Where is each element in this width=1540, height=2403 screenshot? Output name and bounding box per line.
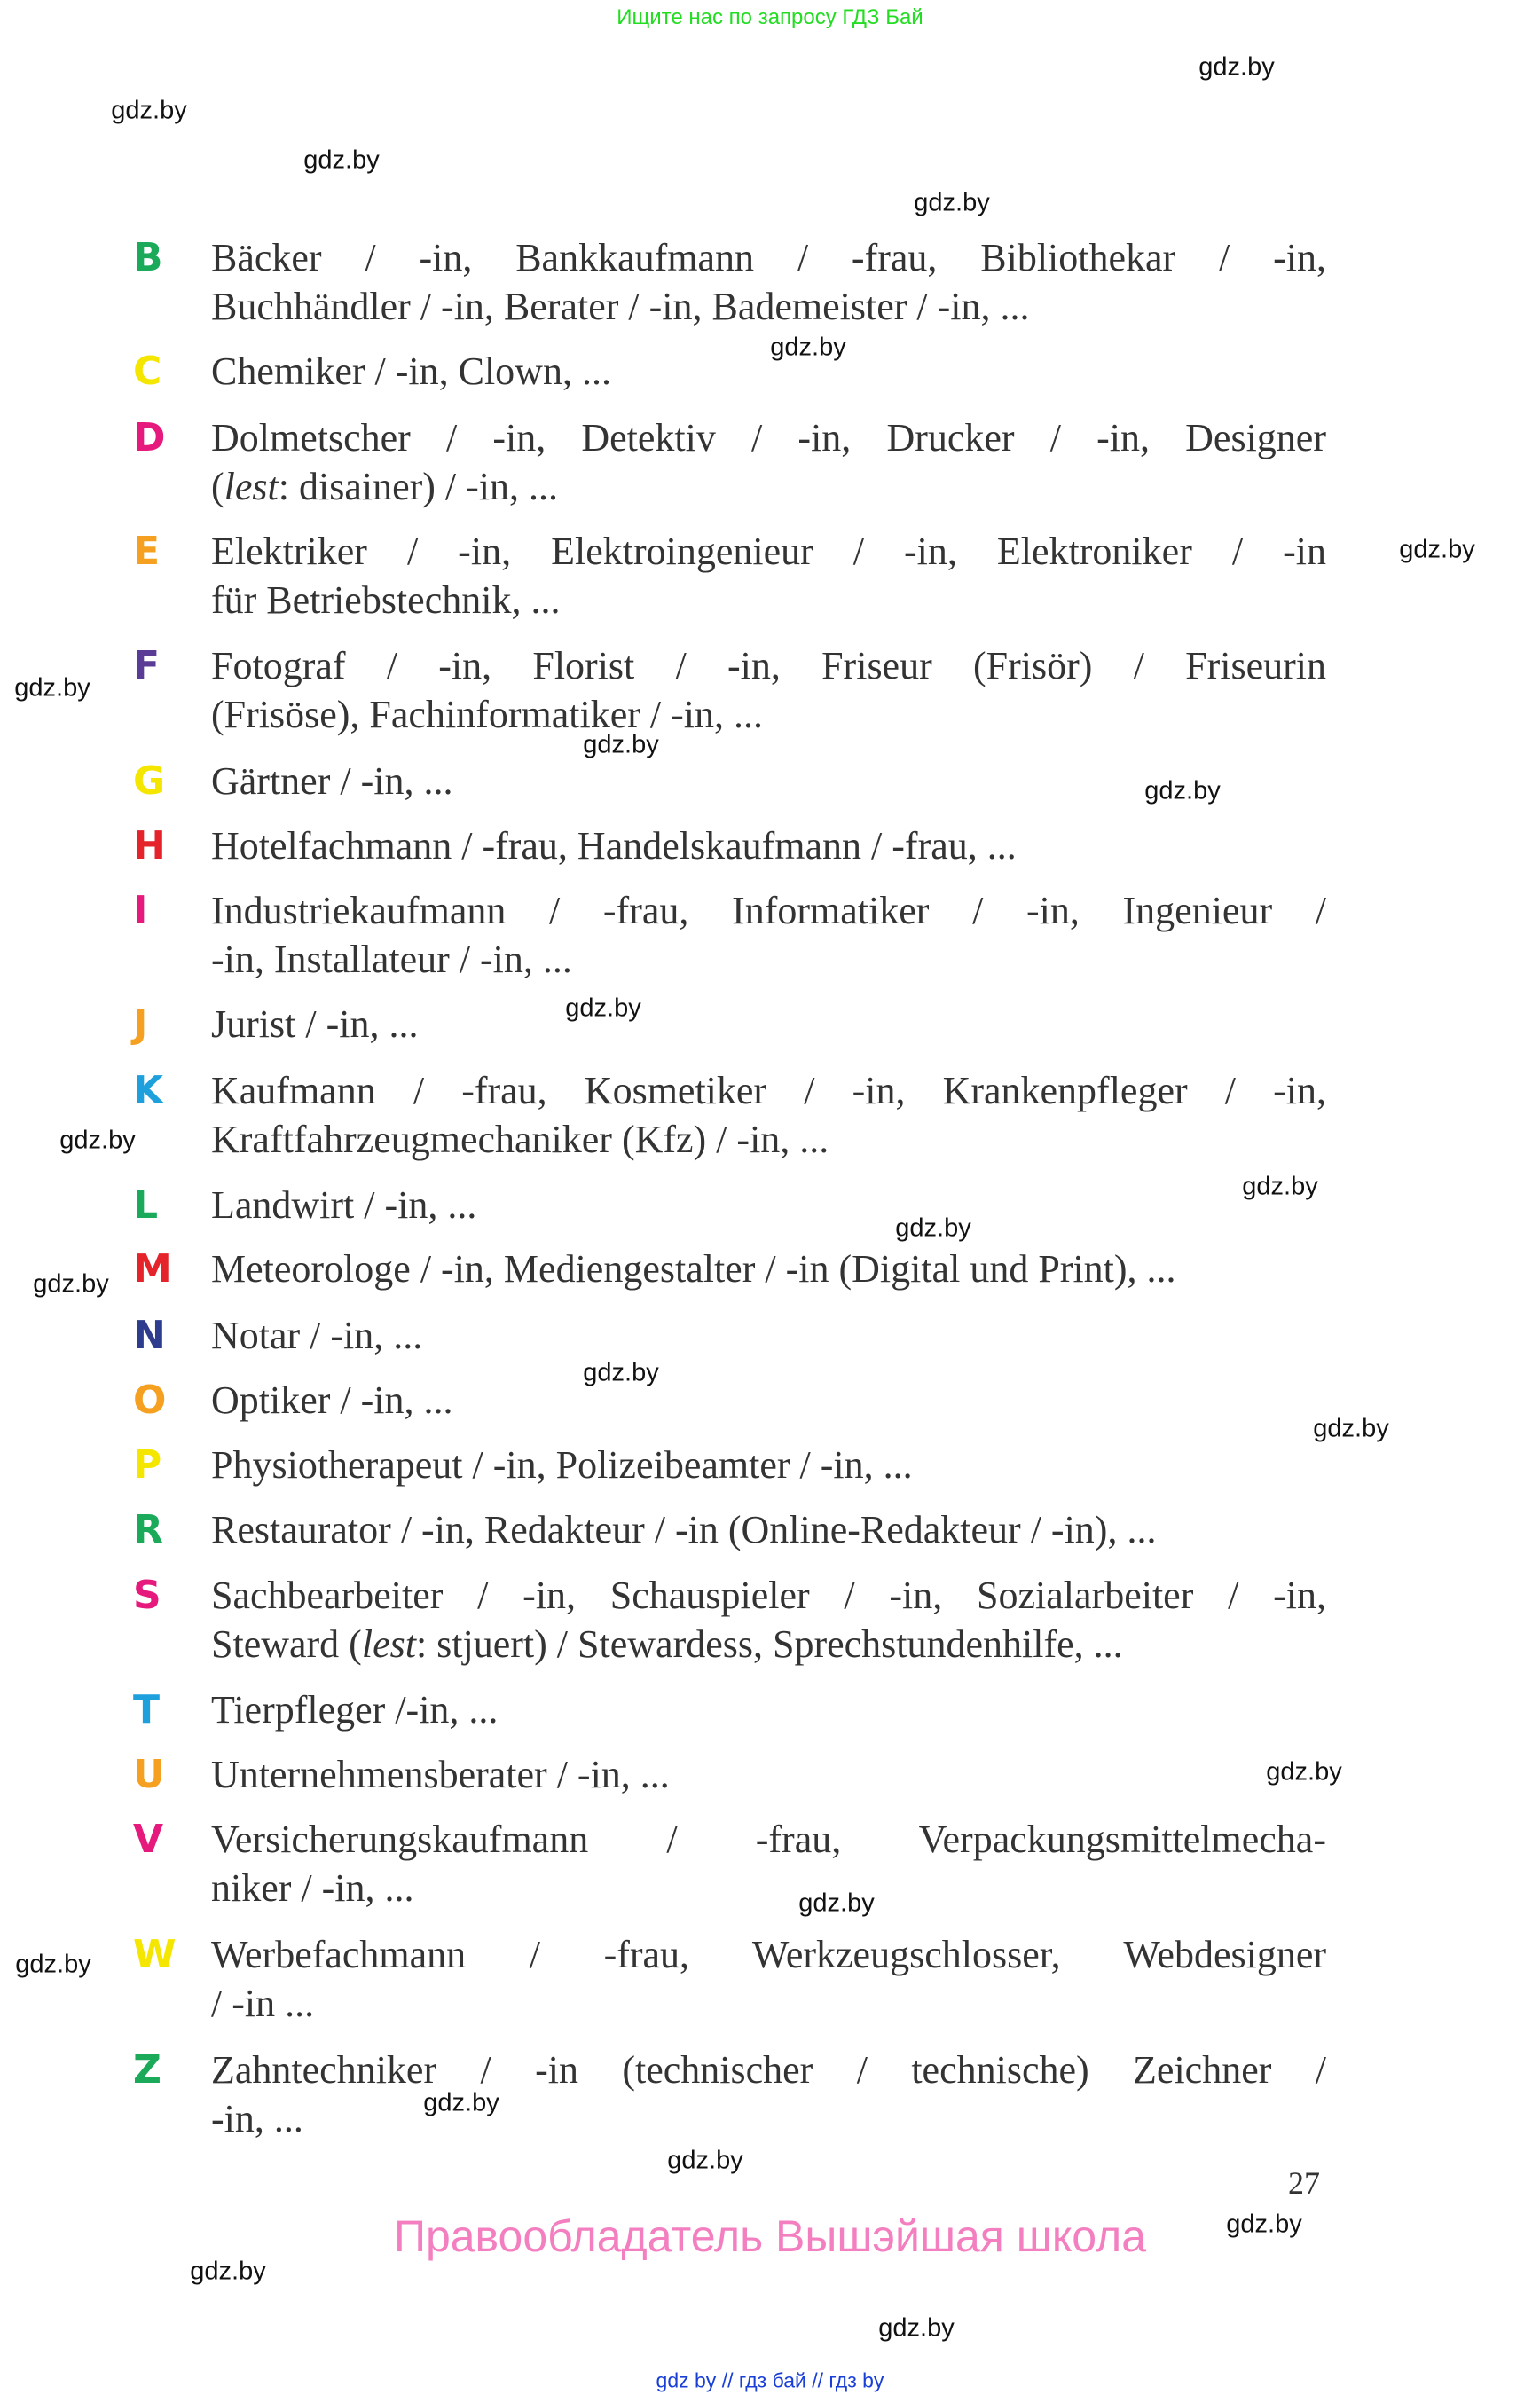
watermark: gdz.by [190, 2257, 266, 2286]
italic-note: lest [224, 465, 279, 508]
watermark: gdz.by [1399, 535, 1475, 564]
watermark: gdz.by [423, 2088, 499, 2117]
entry-line [211, 1311, 1326, 1360]
text-segment: Bäcker / -in, Bankkaufmann / -frau, Bibliothekar / -in, [211, 236, 1326, 279]
entry-line [211, 1441, 1326, 1489]
initial-letter: U [133, 1752, 165, 1797]
text-segment: Notar / -in, ... [211, 1314, 423, 1357]
entry-line [211, 821, 1326, 870]
initial-letter: B [133, 235, 163, 280]
text-segment: für Betriebstechnik, ... [211, 578, 561, 622]
text-segment: (Frisöse), Fachinformatiker / -in, ... [211, 693, 763, 736]
text-segment: Werbefachmann / -frau, Werkzeugschlosser, Webdesigner [211, 1933, 1326, 1976]
initial-letter: W [133, 1932, 177, 1977]
entry-line [211, 282, 1326, 331]
entry-line [211, 1066, 1326, 1115]
text-segment: Jurist / -in, ... [211, 1002, 419, 1046]
watermark: gdz.by [565, 993, 641, 1023]
initial-letter: R [133, 1507, 163, 1552]
entry-line [211, 1115, 1326, 1164]
text-segment: / -in ... [211, 1982, 315, 2025]
watermark: gdz.by [895, 1213, 971, 1243]
entry-line [211, 527, 1326, 576]
watermark: gdz.by [770, 333, 846, 362]
entry-line [211, 1620, 1326, 1669]
watermark: gdz.by [798, 1889, 875, 1918]
text-segment: Landwirt / -in, ... [211, 1183, 477, 1227]
watermark: gdz.by [914, 188, 990, 217]
entry-line [211, 886, 1326, 935]
watermark: gdz.by [15, 1950, 91, 1979]
entry-line [211, 935, 1326, 984]
text-segment: Restaurator / -in, Redakteur / -in (Online-Redakteur / -in), ... [211, 1508, 1157, 1551]
initial-letter: P [133, 1442, 162, 1488]
entry-line [211, 1000, 1326, 1048]
text-segment: -in, ... [211, 2097, 303, 2140]
watermark: gdz.by [59, 1126, 136, 1155]
watermark: gdz.by [667, 2146, 743, 2175]
text-segment: Kraftfahrzeugmechaniker (Kfz) / -in, ... [211, 1118, 829, 1161]
entry-line [211, 1864, 1326, 1912]
text-segment: Sachbearbeiter / -in, Schauspieler / -in, Sozialarbeiter / -in, [211, 1574, 1326, 1617]
watermark: gdz.by [303, 145, 380, 175]
text-segment: Zahntechniker / -in (technischer / technische) Zeichner / [211, 2048, 1326, 2092]
watermark: gdz.by [1198, 52, 1275, 82]
initial-letter: M [133, 1246, 172, 1292]
page-number: 27 [1288, 2165, 1320, 2201]
text-segment: : disainer) / -in, ... [278, 465, 559, 508]
entry-line [211, 1685, 1326, 1734]
entry-line [211, 462, 1326, 511]
text-segment: : stjuert) / Stewardess, Sprechstundenhilfe, ... [415, 1622, 1123, 1666]
initial-letter: V [133, 1817, 164, 1862]
watermark: gdz.by [1242, 1172, 1318, 1201]
entry-line [211, 1979, 1326, 2028]
initial-letter: J [133, 1001, 148, 1047]
watermark: gdz.by [1226, 2210, 1302, 2239]
watermark: gdz.by [33, 1269, 109, 1299]
text-segment: Versicherungskaufmann / -frau, Verpackungsmittelmecha- [211, 1818, 1326, 1861]
entry-line [211, 641, 1326, 690]
text-segment: Fotograf / -in, Florist / -in, Friseur (Frisör) / Friseurin [211, 644, 1326, 687]
watermark: gdz.by [14, 673, 90, 703]
text-segment: Optiker / -in, ... [211, 1378, 453, 1422]
text-segment: Hotelfachmann / -frau, Handelskaufmann / -frau, ... [211, 824, 1017, 868]
initial-letter: N [133, 1313, 166, 1358]
initial-letter: G [133, 758, 166, 804]
entry-line [211, 347, 1326, 396]
copyright-note: Правообладатель Вышэйшая школа [394, 2211, 1146, 2261]
watermark: gdz.by [1266, 1757, 1342, 1787]
text-segment: niker / -in, ... [211, 1866, 414, 1910]
entry-line [211, 2094, 1326, 2143]
entry-line [211, 1376, 1326, 1425]
footer-links[interactable]: gdz by // гдз бай // гдз by [656, 2368, 884, 2392]
watermark: gdz.by [583, 1358, 659, 1387]
entry-line [211, 690, 1326, 739]
initial-letter: S [133, 1573, 161, 1618]
text-segment: Steward ( [211, 1622, 362, 1666]
entry-line [211, 413, 1326, 462]
text-segment: ( [211, 465, 224, 508]
text-segment: Dolmetscher / -in, Detektiv / -in, Drucker / -in, Designer [211, 416, 1326, 459]
text-segment: Tierpfleger /-in, ... [211, 1688, 499, 1732]
initial-letter: D [133, 415, 166, 460]
initial-letter: O [133, 1378, 167, 1423]
header-note: Ищите нас по запросу ГДЗ Бай [617, 5, 923, 29]
text-segment: Gärtner / -in, ... [211, 759, 453, 803]
text-segment: -in, Installateur / -in, ... [211, 938, 572, 981]
initial-letter: K [133, 1068, 164, 1113]
initial-letter: F [133, 643, 161, 688]
entry-line [211, 1245, 1326, 1293]
initial-letter: H [133, 823, 166, 868]
text-segment: Unternehmensberater / -in, ... [211, 1753, 670, 1796]
initial-letter: T [133, 1687, 161, 1732]
entry-line [211, 233, 1326, 282]
text-segment: Kaufmann / -frau, Kosmetiker / -in, Krankenpfleger / -in, [211, 1069, 1326, 1112]
watermark: gdz.by [111, 96, 187, 125]
entry-line [211, 1930, 1326, 1979]
text-segment: Physiotherapeut / -in, Polizeibeamter / -in, ... [211, 1443, 913, 1487]
entry-line [211, 1571, 1326, 1620]
initial-letter: I [133, 888, 148, 933]
watermark: gdz.by [1313, 1414, 1389, 1443]
watermark: gdz.by [583, 730, 659, 759]
entry-line [211, 1750, 1326, 1799]
watermark: gdz.by [1144, 776, 1221, 805]
entry-line [211, 576, 1326, 624]
text-segment: Chemiker / -in, Clown, ... [211, 349, 611, 393]
italic-note: lest [361, 1622, 416, 1666]
initial-letter: C [133, 349, 162, 394]
entry-line [211, 1505, 1326, 1554]
initial-letter: L [133, 1182, 159, 1228]
watermark: gdz.by [878, 2313, 955, 2343]
entry-line [211, 1815, 1326, 1864]
text-segment: Elektriker / -in, Elektroingenieur / -in, Elektroniker / -in [211, 530, 1326, 573]
text-segment: Industriekaufmann / -frau, Informatiker / -in, Ingenieur / [211, 889, 1326, 932]
initial-letter: E [133, 529, 161, 574]
text-segment: Buchhändler / -in, Berater / -in, Bademeister / -in, ... [211, 285, 1030, 328]
text-segment: Meteorologe / -in, Mediengestalter / -in (Digital und Print), ... [211, 1247, 1176, 1291]
initial-letter: Z [133, 2047, 161, 2093]
entry-line [211, 2046, 1326, 2094]
entry-line [211, 1181, 1326, 1229]
